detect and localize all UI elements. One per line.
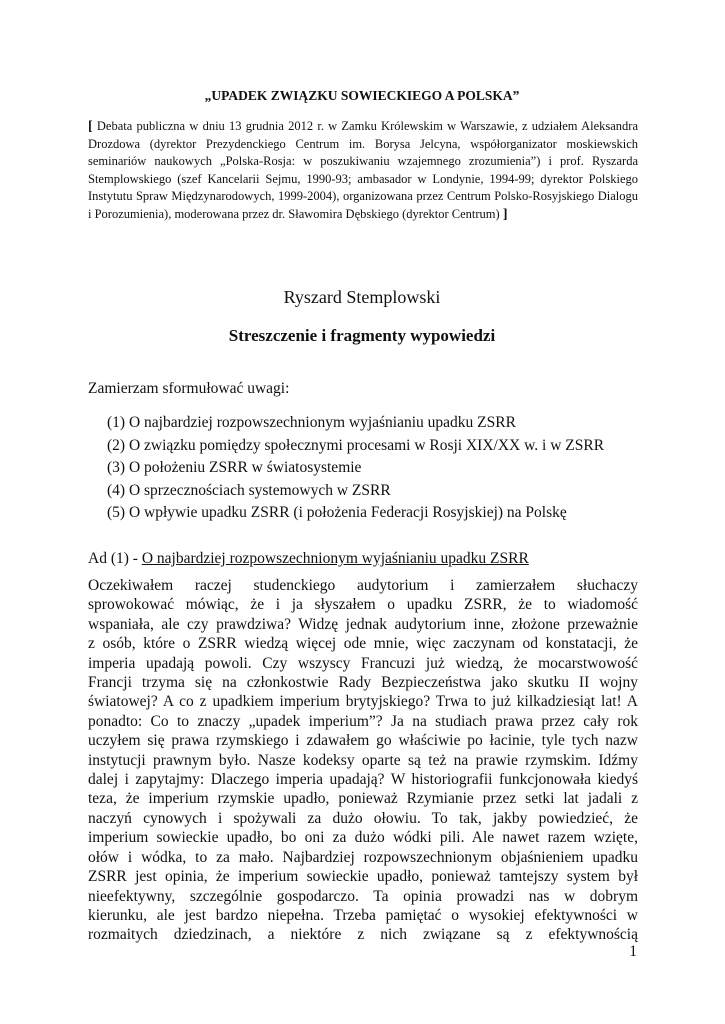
body-line: światowej? A co z upadkiem imperium brytyjskiego? Trwa to już kilkadziesiąt lat! A	[88, 693, 638, 711]
list-item: (5) O wpływie upadku ZSRR (i położenia Federacji Rosyjskiej) na Polskę	[107, 504, 567, 521]
body-line: ZSRR jest opinia, że imperium sowieckie upadło, ponieważ tamtejszy system był	[88, 868, 638, 886]
body-line: Francji trzyma się na członkostwie Rady Bezpieczeństwa jako skutku II wojny	[88, 674, 638, 692]
intro-text: Debata publiczna w dniu 13 grudnia 2012 r. w Zamku Królewskim w Warszawie, z udziałem Aleksandra Drozdowa (dyrektor Prezydenckiego Centrum im. Borysa Jelcyna, współorganizator moskiewskich seminariów naukowych „Polska-Rosja: w poszukiwaniu wzajemnego zrozumienia”) i prof. Ryszarda Stemplowskiego (szef Kancelarii Sejmu, 1990-93; ambasador w Londynie, 1994-99; dyrektor Polskiego Instytutu Spraw Międzynarodowych, 1999-2004), organizowana przez Centrum Polsko-Rosyjskiego Dialogu i Porozumienia), moderowana przez dr. Sławomira Dębskiego (dyrektor Centrum)	[88, 119, 638, 221]
body-line: ołów i wódka, to za mało. Najbardziej rozpowszechnionym objaśnieniem upadku	[88, 848, 638, 866]
list-item: (1) O najbardziej rozpowszechnionym wyjaśnianiu upadku ZSRR	[107, 414, 516, 431]
list-item: (3) O położeniu ZSRR w światosystemie	[107, 459, 362, 476]
page-number: 1	[629, 943, 637, 960]
body-line: nieefektywny, szczególnie gospodarczo. Ta opinia prowadzi nas w dobrym	[88, 887, 638, 905]
intro-close-bracket: ]	[502, 206, 508, 222]
body-line: imperium sowieckie upadło, bo oni za dużo wódki pili. Ale nawet razem wzięte,	[88, 829, 638, 847]
section-prefix: Ad (1) -	[88, 550, 142, 567]
body-line: sprowokować mówiąc, że i ja słyszałem o upadku ZSRR, że to wiadomość	[88, 596, 638, 614]
body-line: teza, że imperium rzymskie upadło, ponieważ Rzymianie przez setki lat jadali z	[88, 790, 638, 808]
body-line: wspaniała, ale czy prawdziwa? Widzę jednak audytorium inne, złożone przeważnie	[88, 615, 638, 633]
body-line: instytucji prawnym było. Nasze kodeksy oparte są też na prawie rzymskim. Idźmy	[88, 751, 638, 769]
lead-sentence: Zamierzam sformułować uwagi:	[88, 380, 290, 397]
list-item: (4) O sprzecznościach systemowych w ZSRR	[107, 481, 391, 499]
body-line: dalej i zapytajmy: Dlaczego imperia upadają? W historiografii funkcjonowała kiedyś	[88, 771, 638, 789]
body-line: kierunku, ale jest bardzo niepełna. Trzeba pamiętać o wysokiej efektywności w	[88, 906, 638, 924]
body-line: rozmaitych dziedzinach, a niektóre z nich związane są z efektywnością	[88, 926, 638, 944]
body-line: uczyłem się prawa rzymskiego i zdawałem go właściwie po łacinie, tyle tych nazw	[88, 732, 638, 750]
list-item: (2) O związku pomiędzy społecznymi procesami w Rosji XIX/XX w. i w ZSRR	[107, 436, 605, 454]
body-line: imperia upadają powoli. Czy wszyscy Francuzi już wiedzą, że mocarstwowość	[88, 654, 638, 672]
subtitle: Streszczenie i fragmenty wypowiedzi	[228, 326, 496, 345]
section-heading-text: O najbardziej rozpowszechnionym wyjaśnianiu upadku ZSRR	[141, 550, 529, 567]
author-name: Ryszard Stemplowski	[283, 287, 441, 307]
body-line: Oczekiwałem raczej studenckiego audytorium i zamierzałem słuchaczy	[88, 577, 638, 594]
section-heading	[88, 550, 529, 568]
points-list	[107, 412, 604, 525]
body-line: ponadto: Co to znaczy „upadek imperium”? Ja na studiach prawa przez cały rok	[88, 712, 638, 730]
body-paragraph	[88, 576, 638, 945]
body-line: z osób, które o ZSRR wiedzą więcej ode mnie, więc zaczynam od konstatacji, że	[88, 635, 638, 653]
intro-paragraph	[88, 118, 638, 224]
intro-open-bracket: [	[88, 119, 93, 134]
body-line: naczyń cynowych i spożywali za dużo ołowiu. To tak, jakby powiedzieć, że	[88, 809, 638, 827]
document-title: „UPADEK ZWIĄZKU SOWIECKIEGO A POLSKA”	[204, 88, 520, 103]
